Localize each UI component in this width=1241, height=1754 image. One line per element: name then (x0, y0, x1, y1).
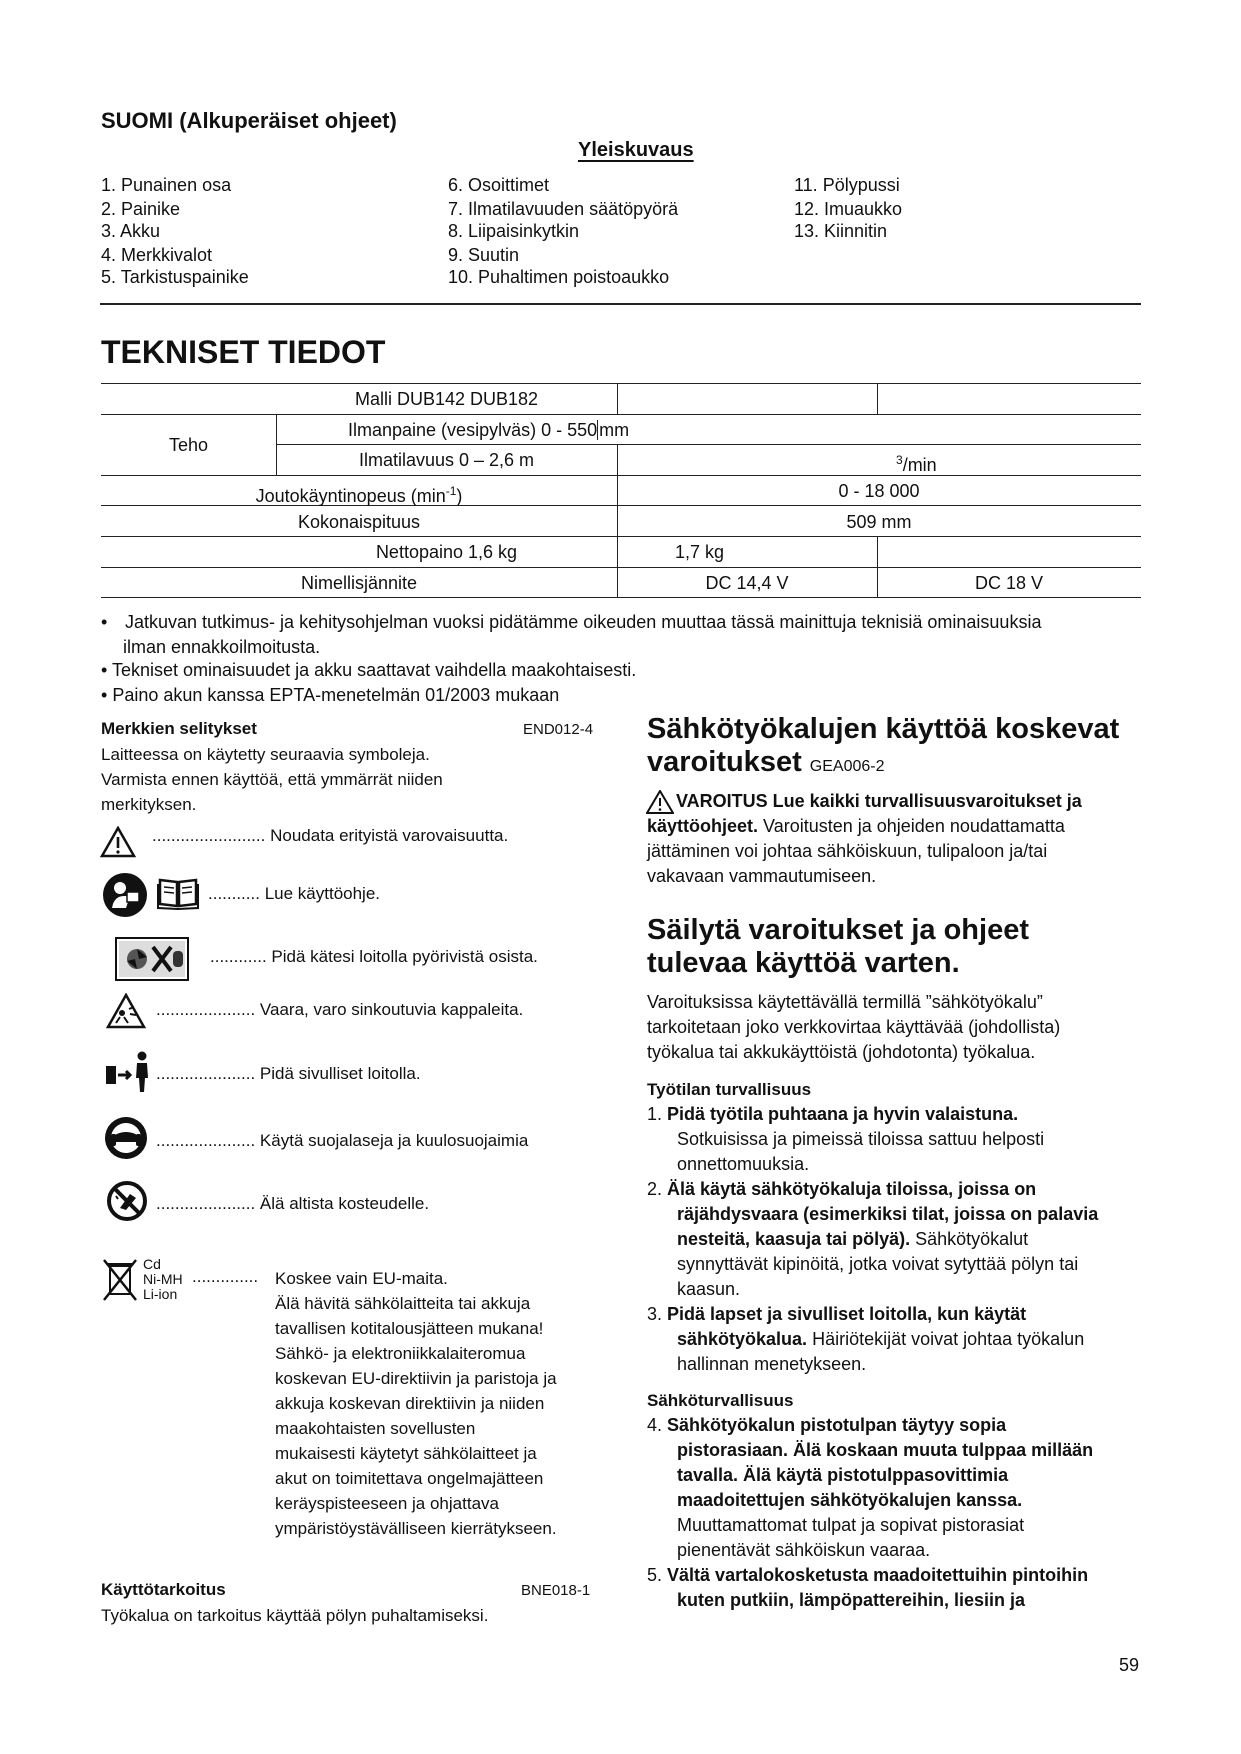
definition-line: Varoituksissa käytettävällä termillä ”sähkötyökalu” (647, 992, 1043, 1012)
spec-speed-sup: -1 (445, 484, 457, 498)
item-bold: nesteitä, kaasuja tai pölyä). (677, 1229, 911, 1249)
intro-line: Varmista ennen käyttöä, että ymmärrät niiden (101, 770, 443, 789)
item-3-body (677, 1327, 1084, 1377)
item-bold: Pidä työtila puhtaana ja hyvin valaistuna. (667, 1104, 1019, 1124)
symbol-row-7 (156, 1194, 429, 1214)
item-number: 2. (647, 1179, 663, 1199)
item-bold: sähkötyökalua. (677, 1329, 808, 1349)
intro-line: Laitteessa on käytetty seuraavia symboleja. (101, 745, 430, 764)
item-text: Sähkötyökalut (910, 1229, 1029, 1249)
keep-title-line: Säilytä varoitukset ja ohjeet (647, 914, 1029, 946)
item-3 (647, 1302, 1026, 1327)
warnings-title-line2: varoitukset GEA006-2 (647, 746, 885, 778)
definition-text (647, 990, 1060, 1065)
spec-model: Malli DUB142 DUB182 (354, 389, 539, 409)
warning-triangle-icon (100, 826, 136, 858)
overview-title: Yleiskuvaus (578, 139, 694, 161)
symbol-row-1 (152, 826, 508, 846)
eu-line: akkuja koskevan direktiivin ja niiden (275, 1394, 545, 1413)
symbol-text: Noudata erityistä varovaisuutta. (270, 826, 509, 845)
item-line: kaasun. (677, 1279, 741, 1299)
keep-bystanders-away-icon (104, 1050, 154, 1094)
item-4 (647, 1413, 1006, 1438)
list-item: 2. Painike (101, 199, 181, 219)
symbol-dots: ..................... (156, 1064, 256, 1083)
item-2-body (677, 1202, 1098, 1302)
item-line: Muuttamattomat tulpat ja sopivat pistorasiat (677, 1515, 1025, 1535)
list-item: 9. Suutin (448, 245, 520, 265)
eu-dots: .............. (192, 1267, 259, 1286)
list-item: 5. Tarkistuspainike (101, 267, 249, 287)
list-item: 7. Ilmatilavuuden säätöpyörä (448, 199, 679, 219)
label-cd: Cd (143, 1256, 161, 1272)
page-title: SUOMI (Alkuperäiset ohjeet) (101, 108, 397, 133)
item-bold: räjähdysvaara (esimerkiksi tilat, joissa on palavia (677, 1204, 1099, 1224)
spec-voltage: Nimellisjännite (300, 573, 418, 593)
overview-col3 (794, 174, 902, 242)
purpose-code: BNE018-1 (521, 1582, 591, 1599)
item-5 (647, 1563, 1088, 1588)
eu-line: Sähkö- ja elektroniikkalaiteromua (275, 1344, 526, 1363)
list-item: 11. Pölypussi (794, 175, 900, 195)
eu-line: tavallisen kotitalousjätteen mukana! (275, 1319, 544, 1338)
table-line (877, 383, 878, 414)
item-bold: Vältä vartalokosketusta maadoitettuihin pintoihin (667, 1565, 1089, 1585)
warning-lead (647, 789, 1082, 889)
page-number: 59 (1119, 1655, 1140, 1675)
spec-speed-label: Joutokäyntinopeus (min (255, 486, 446, 506)
section-divider (100, 303, 1141, 305)
eu-line: ympäristöystävälliseen kierrätykseen. (275, 1519, 557, 1538)
table-line (101, 414, 1141, 415)
unit-superscript: 3 (896, 453, 903, 467)
eu-line: Älä hävitä sähkölaitteita tai akkuja (275, 1294, 531, 1313)
item-number: 5. (647, 1565, 663, 1585)
table-line (101, 383, 1141, 384)
overview-col2 (448, 174, 678, 288)
note-1: Jatkuvan tutkimus- ja kehitysohjelman vuoksi pidätämme oikeuden muuttaa tässä mainittuja teknisiä ominaisuuksia (125, 612, 1042, 632)
item-line: pienentävät sähköiskun vaaraa. (677, 1540, 931, 1560)
table-line (276, 444, 1141, 445)
symbol-text: Pidä sivulliset loitolla. (259, 1064, 421, 1083)
spec-length-value: 509 mm (846, 512, 912, 532)
label-liion: Li-ion (143, 1286, 178, 1302)
item-bold: maadoitettujen sähkötyökalujen kanssa. (677, 1490, 1023, 1510)
symbol-dots: ..................... (156, 1131, 256, 1150)
warning-lead-line: vakavaan vammautumiseen. (647, 866, 877, 886)
list-item: 4. Merkkivalot (101, 245, 213, 265)
keep-instructions-title (647, 914, 1029, 980)
table-line (617, 383, 618, 414)
spec-length: Kokonaispituus (297, 512, 421, 532)
symbol-row-3 (210, 947, 538, 967)
eu-line: Koskee vain EU-maita. (275, 1269, 448, 1288)
item-bold: Sähkötyökalun pistotulpan täytyy sopia (667, 1415, 1007, 1435)
spec-air-pressure-label: Ilmanpaine (vesipylväs) 0 - 550 (348, 420, 598, 440)
item-bold: Älä käytä sähkötyökaluja tiloissa, joissa on (667, 1179, 1037, 1199)
eu-line: mukaisesti käytetyt sähkölaitteet ja (275, 1444, 537, 1463)
spec-teho: Teho (168, 435, 209, 455)
eu-line: akut on toimitettava ongelmajätteen (275, 1469, 544, 1488)
definition-line: tarkoitetaan joko verkkovirtaa käyttävää (johdollista) (647, 1017, 1061, 1037)
electrical-safety-title: Sähköturvallisuus (647, 1391, 794, 1410)
specs-title: TEKNISET TIEDOT (101, 334, 386, 370)
list-item: 10. Puhaltimen poistoaukko (448, 267, 670, 287)
flying-debris-icon (106, 993, 146, 1029)
note-3: • Paino akun kanssa EPTA-menetelmän 01/2003 mukaan (101, 685, 560, 705)
item-number: 1. (647, 1104, 663, 1124)
item-2 (647, 1177, 1036, 1202)
purpose-text: Työkalua on tarkoitus käyttää pölyn puhaltamiseksi. (101, 1606, 489, 1625)
symbol-text: Vaara, varo sinkoutuvia kappaleita. (259, 1000, 524, 1019)
list-item: 3. Akku (101, 221, 161, 241)
work-area-title: Työtilan turvallisuus (647, 1080, 812, 1099)
symbol-text: Älä altista kosteudelle. (259, 1194, 430, 1213)
table-line (101, 536, 1141, 537)
eu-line: koskevan EU-direktiivin ja paristoja ja (275, 1369, 557, 1388)
item-number: 3. (647, 1304, 663, 1324)
table-line (101, 597, 1141, 598)
overview-col1 (101, 174, 249, 288)
symbol-row-5 (156, 1064, 421, 1084)
eu-line: keräyspisteeseen ja ohjattava (275, 1494, 499, 1513)
keep-hands-away-icon (115, 937, 189, 981)
eu-text (275, 1266, 557, 1541)
symbols-title: Merkkien selitykset (101, 719, 257, 738)
item-text: Häiriötekijät voivat johtaa työkalun (807, 1329, 1085, 1349)
note-3-text: Paino akun kanssa EPTA-menetelmän 01/2003 mukaan (112, 685, 560, 705)
list-item: 13. Kiinnitin (794, 221, 888, 241)
symbol-dots: ........................ (152, 826, 266, 845)
warning-lead-bold2: käyttöohjeet. (647, 816, 759, 836)
note-1-cont: ilman ennakkoilmoitusta. (123, 637, 321, 657)
list-item: 6. Osoittimet (448, 175, 550, 195)
item-bold: pistorasiaan. Älä koskaan muuta tulppaa millään (677, 1440, 1094, 1460)
spec-weight: Nettopaino 1,6 kg (375, 542, 518, 562)
warnings-code: GEA006-2 (809, 758, 885, 775)
item-1-body (677, 1127, 1044, 1177)
item-line: Sotkuisissa ja pimeissä tiloissa sattuu helposti (677, 1129, 1045, 1149)
warning-lead-bold: VAROITUS Lue kaikki turvallisuusvaroitukset ja (676, 791, 1082, 811)
item-1 (647, 1102, 1018, 1127)
list-item: 8. Liipaisinkytkin (448, 221, 580, 241)
book-icon (157, 876, 199, 910)
item-5-body (677, 1588, 1025, 1613)
spec-air-pressure-unit: mm (599, 420, 630, 440)
symbol-text: Lue käyttöohje. (264, 884, 381, 903)
no-moisture-icon (106, 1180, 148, 1222)
purpose-title: Käyttötarkoitus (101, 1580, 226, 1599)
item-line: onnettomuuksia. (677, 1154, 810, 1174)
symbol-text: Pidä kätesi loitolla pyörivistä osista. (271, 947, 538, 966)
keep-title-line: tulevaa käyttöä varten. (647, 947, 960, 979)
warning-lead-text: Varoitusten ja ohjeiden noudattamatta (758, 816, 1065, 836)
warnings-title (647, 713, 1119, 783)
spec-air-pressure (348, 419, 629, 441)
list-item: 12. Imuaukko (794, 199, 903, 219)
note-2: • Tekniset ominaisuudet ja akku saattavat vaihdella maakohtaisesti. (101, 660, 637, 680)
symbol-dots: ............ (210, 947, 267, 966)
note-bullet: • (101, 612, 108, 632)
item-bold: Pidä lapset ja sivulliset loitolla, kun käytät (667, 1304, 1027, 1324)
symbols-intro (101, 742, 443, 817)
symbol-row-2 (208, 884, 380, 904)
spec-voltage-v2: DC 18 V (974, 573, 1044, 593)
item-line: hallinnan menetykseen. (677, 1354, 867, 1374)
eye-ear-protection-icon (104, 1116, 148, 1160)
item-number: 4. (647, 1415, 663, 1435)
table-line (101, 567, 1141, 568)
read-manual-icon (102, 872, 148, 918)
item-bold: kuten putkiin, lämpöpattereihin, liesiin ja (677, 1590, 1026, 1610)
symbol-dots: ........... (208, 884, 260, 903)
symbol-dots: ..................... (156, 1194, 256, 1213)
symbol-dots: ..................... (156, 1000, 256, 1019)
definition-line: työkalua tai akkukäyttöistä (johdotonta) työkalua. (647, 1042, 1036, 1062)
item-bold: tavalla. Älä käytä pistotulppasovittimia (677, 1465, 1009, 1485)
item-4-body (677, 1438, 1093, 1563)
label-nimh: Ni-MH (143, 1271, 183, 1287)
warning-lead-line: jättäminen voi johtaa sähköiskuun, tulipaloon ja/tai (647, 841, 1048, 861)
symbol-row-4 (156, 1000, 523, 1020)
spec-voltage-v1: DC 14,4 V (705, 573, 789, 593)
warnings-title-line1: Sähkötyökalujen käyttöä koskevat (647, 713, 1120, 745)
spec-air-volume: Ilmatilavuus 0 – 2,6 m (358, 450, 535, 470)
spec-weight-value: 1,7 kg (675, 542, 725, 562)
spec-speed-close: ) (456, 486, 463, 506)
eu-battery-labels (143, 1257, 183, 1302)
crossed-bin-icon (102, 1258, 138, 1302)
spec-no-load-speed (101, 480, 617, 507)
spec-no-load-speed-value: 0 - 18 000 (838, 481, 920, 501)
unit-text: /min (902, 455, 937, 475)
symbol-row-6 (156, 1131, 528, 1151)
eu-line: maakohtaisten sovellusten (275, 1419, 476, 1438)
symbol-text: Käytä suojalaseja ja kuulosuojaimia (259, 1131, 529, 1150)
note-2-text: Tekniset ominaisuudet ja akku saattavat vaihdella maakohtaisesti. (111, 660, 637, 680)
item-line: synnyttävät kipinöitä, jotka voivat sytyttää pölyn tai (677, 1254, 1079, 1274)
intro-line: merkityksen. (101, 795, 197, 814)
list-item: 1. Punainen osa (101, 175, 232, 195)
symbols-code: END012-4 (523, 721, 594, 738)
spec-air-volume-unit (896, 449, 996, 476)
